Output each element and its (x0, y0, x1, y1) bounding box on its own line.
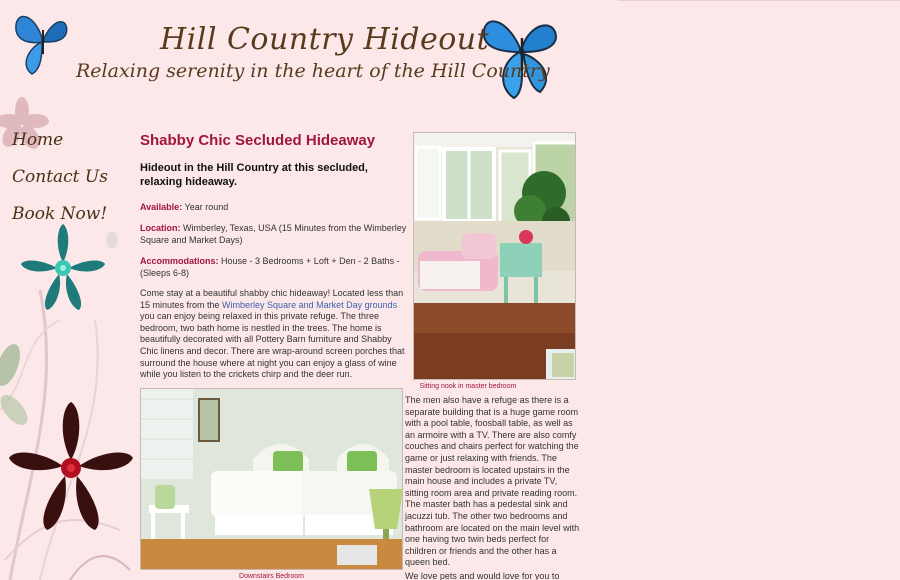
downstairs-photo-caption: Downstairs Bedroom (239, 573, 304, 580)
pets-paragraph: We love pets and would love for you to (405, 571, 560, 580)
accommodations-label: Accommodations: (140, 256, 219, 266)
page-title: Shabby Chic Secluded Hideaway (140, 132, 376, 149)
game-room-paragraph: The men also have a refuge as there is a separate building that is a huge game room with a pool table, foosball table, as well as an armoire with a TV. There are also comfy couches and chairs perfect for watching the game or just relaxing with friends. The master bedroom is located upstairs in the main house and includes a private TV, sitting room area and private reading room. The master bath has a pedestal sink and jacuzzi tub. The other two bedrooms and bathroom are located on the main level with one having two twin beds perfect for children or friends and the other has a queen bed. (405, 395, 580, 568)
accommodations-value: House - 3 Bedrooms + Loft + Den - 2 Baths - (Sleeps 6-8) (140, 256, 400, 278)
butterfly-right-icon (480, 8, 560, 104)
wimberley-square-link[interactable]: Wimberley Square and Market Day grounds (222, 299, 398, 310)
availability-info (140, 201, 412, 213)
para1-text-start: Come stay at a beautiful shabby chic hideaway! Located less than 15 minutes from the (140, 288, 404, 310)
butterfly-left-icon (12, 8, 72, 80)
available-label: Available: (140, 202, 183, 212)
nav-home[interactable]: Home (12, 130, 64, 150)
dark-flower-icon (8, 400, 134, 536)
location-value: Wimberley, Texas, USA (15 Minutes from the Wimberley Square and Market Days) (140, 223, 407, 245)
nav-contact-us[interactable]: Contact Us (12, 167, 108, 187)
listing-subheading: Hideout in the Hill Country at this secluded, relaxing hideaway. (140, 162, 368, 188)
site-title: Hill Country Hideout (160, 22, 490, 57)
para1-text-end: you can enjoy being relaxed in this private refuge. The three bedroom, two bath home is nestled in the trees. The home is beautifully decorated with all Pottery Barn furniture and Shabby Chic linens and decor. There are wrap-around screen porches that surround the house where at night you can enjoy a glass of wine while you listen to the crickets chirp and the deer run. (140, 311, 405, 380)
location-label: Location: (140, 223, 181, 233)
available-value: Year round (182, 202, 229, 212)
top-rule (618, 0, 900, 1)
listing-content (140, 132, 412, 381)
nav-book-now[interactable]: Book Now! (12, 204, 108, 224)
teal-flower-icon (20, 222, 106, 314)
master-bedroom-photo (413, 132, 576, 380)
master-photo-caption: Sitting nook in master bedroom (419, 383, 517, 390)
accommodations-info (140, 255, 412, 279)
site-tagline: Relaxing serenity in the heart of the Hill Country (76, 60, 550, 82)
description-paragraph (140, 288, 412, 381)
location-info (140, 222, 412, 246)
downstairs-bedroom-photo (140, 388, 403, 570)
